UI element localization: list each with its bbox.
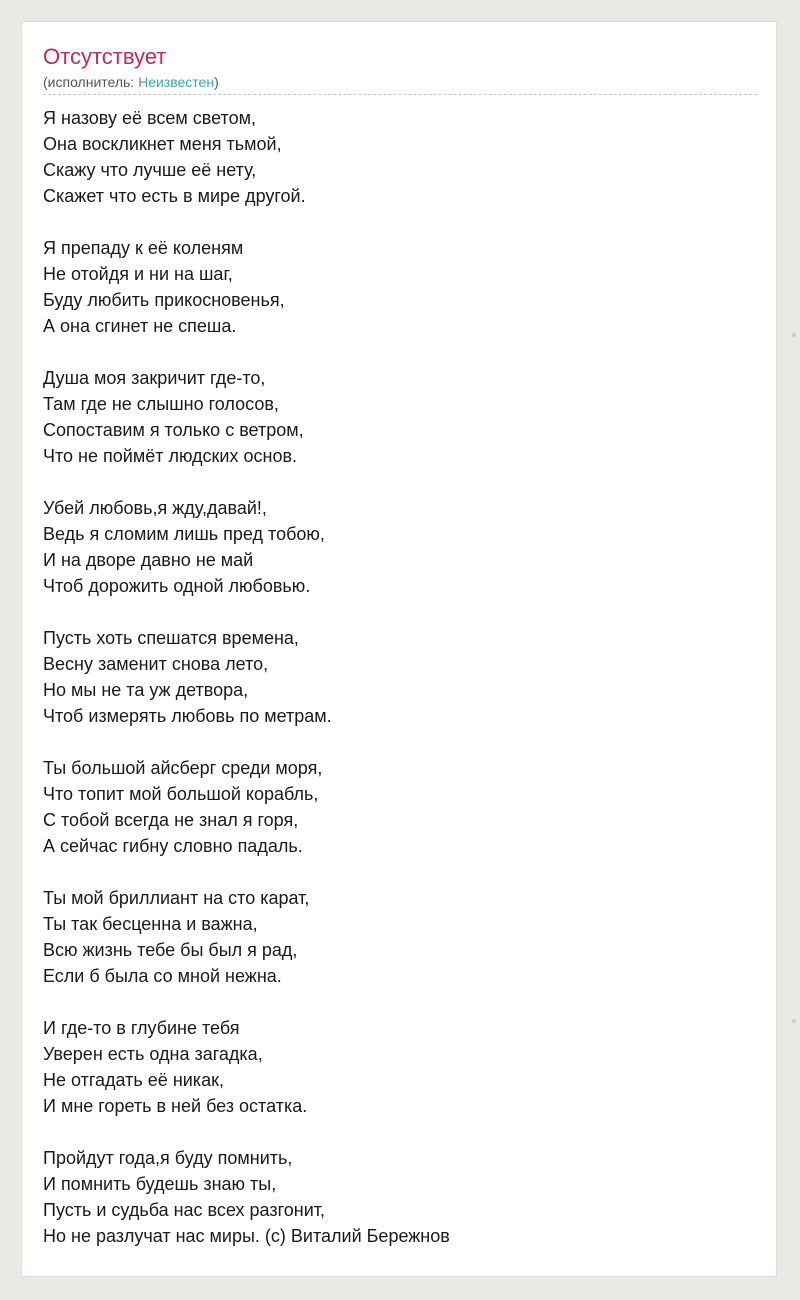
lyric-line: Убей любовь,я жду,давай!, [43,498,267,518]
lyric-line: Ты мой бриллиант на сто карат, [43,888,310,908]
lyric-line: Всю жизнь тебе бы был я рад, [43,940,298,960]
lyric-line: И где-то в глубине тебя [43,1018,240,1038]
artist-link[interactable]: Неизвестен [138,74,215,90]
lyric-line: Пройдут года,я буду помнить, [43,1148,293,1168]
lyric-line: А сейчас гибну словно падаль. [43,836,303,856]
stanza [43,235,753,339]
lyric-line: Буду любить прикосновенья, [43,290,285,310]
lyric-line: А она сгинет не спеша. [43,316,237,336]
stanza [43,1015,753,1119]
lyric-line: Душа моя закричит где-то, [43,368,266,388]
lyric-line: Что топит мой большой корабль, [43,784,319,804]
lyric-line: Чтоб дорожить одной любовью. [43,576,311,596]
lyric-line: Я препаду к её коленям [43,238,244,258]
lyric-line: Уверен есть одна загадка, [43,1044,263,1064]
lyric-line: Пусть хоть спешатся времена, [43,628,299,648]
lyric-line: И на дворе давно не май [43,550,254,570]
stanza [43,365,753,469]
lyric-line: Скажу что лучше её нету, [43,160,257,180]
lyric-line: Весну заменит снова лето, [43,654,269,674]
lyric-line: Не отгадать её никак, [43,1070,224,1090]
lyric-line: Но мы не та уж детвора, [43,680,249,700]
lyric-line: С тобой всегда не знал я горя, [43,810,299,830]
song-title: Отсутствует [43,44,167,69]
stanza [43,495,753,599]
meta-suffix: ) [214,74,219,90]
lyric-line: Пусть и судьба нас всех разгонит, [43,1200,326,1220]
lyric-line: Сопоставим я только с ветром, [43,420,304,440]
lyric-line: Что не поймёт людских основ. [43,446,298,466]
lyric-line: И помнить будешь знаю ты, [43,1174,277,1194]
lyric-line: Не отойдя и ни на шаг, [43,264,233,284]
dashed-divider [43,94,757,95]
stanza [43,885,753,989]
lyric-line: Там где не слышно голосов, [43,394,279,414]
lyrics-text [43,105,753,1275]
lyric-line: Если б была со мной нежна. [43,966,282,986]
lyrics-card [21,21,777,1277]
lyric-line: Я назову её всем светом, [43,108,256,128]
lyric-line: И мне гореть в ней без остатка. [43,1096,308,1116]
song-meta [43,73,219,91]
lyric-line: Она воскликнет меня тьмой, [43,134,282,154]
stanza [43,625,753,729]
lyric-line: Ведь я сломим лишь пред тобою, [43,524,325,544]
stanza [43,755,753,859]
lyric-line: Скажет что есть в мире другой. [43,186,306,206]
stanza [43,105,753,209]
edge-mark [792,333,796,337]
edge-mark [792,1019,796,1023]
lyric-line: Но не разлучат нас миры. (с) Виталий Бережнов [43,1226,450,1246]
meta-prefix: (исполнитель: [43,74,139,90]
lyric-line: Ты большой айсберг среди моря, [43,758,323,778]
lyric-line: Чтоб измерять любовь по метрам. [43,706,332,726]
stanza [43,1145,753,1249]
lyric-line: Ты так бесценна и важна, [43,914,258,934]
